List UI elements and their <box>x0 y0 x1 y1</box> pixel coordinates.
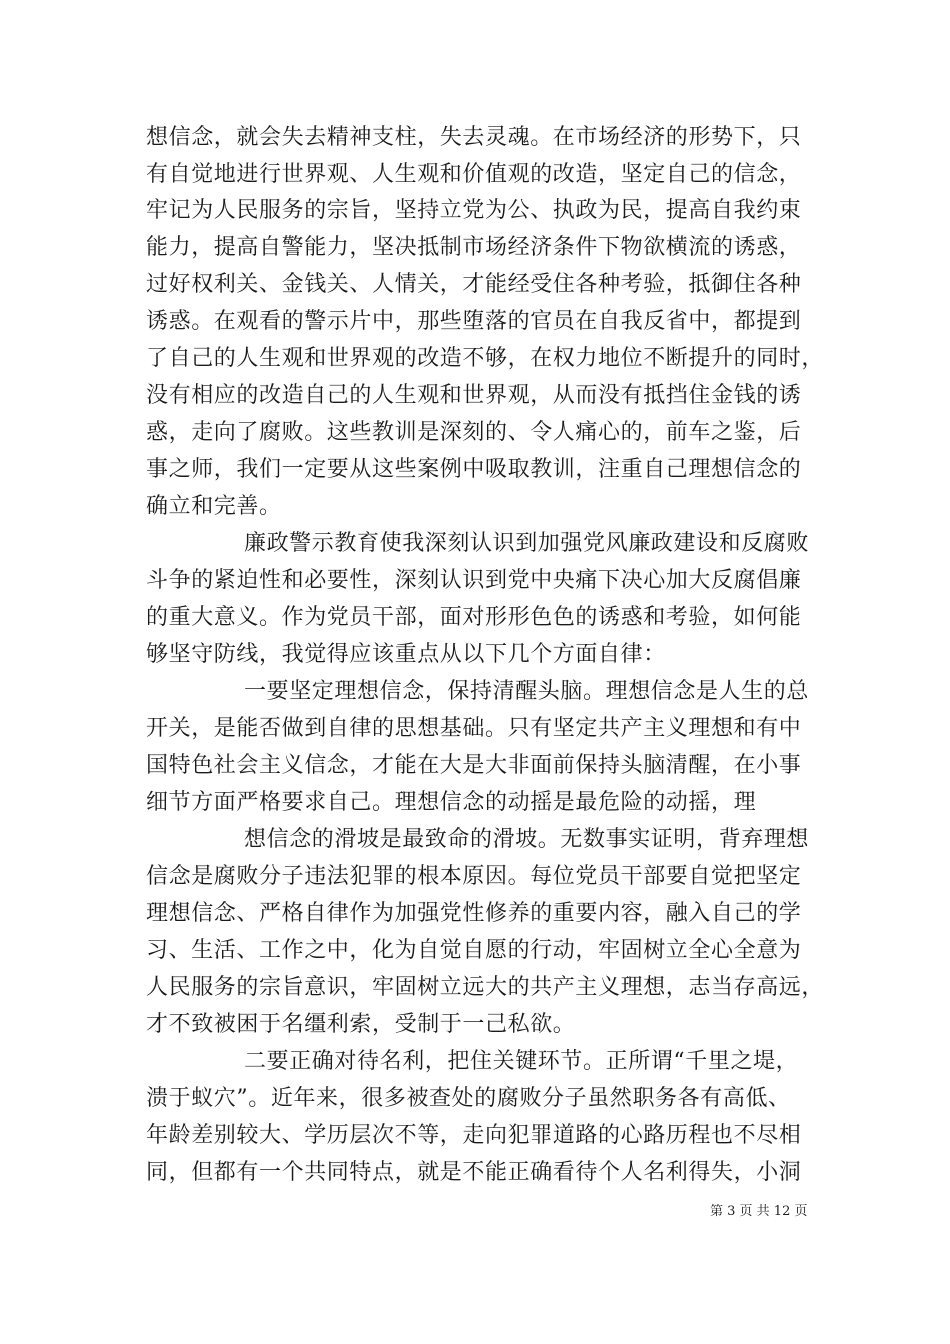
text-line: 信念是腐败分子违法犯罪的根本原因。每位党员干部要自觉把坚定 <box>146 864 802 889</box>
paragraph-first-line: 廉政警示教育使我深刻认识到加强党风廉政建设和反腐败 <box>244 531 810 556</box>
text-line: 诱惑。在观看的警示片中，那些堕落的官员在自我反省中，都提到 <box>146 309 802 334</box>
text-line: 惑，走向了腐败。这些教训是深刻的、令人痛心的，前车之鉴，后 <box>146 420 802 445</box>
page-number: 第 3 页 共 12 页 <box>710 1204 808 1219</box>
text-line: 有自觉地进行世界观、人生观和价值观的改造，坚定自己的信念， <box>146 162 802 187</box>
text-line: 人民服务的宗旨意识，牢固树立远大的共产主义理想，志当存高远， <box>146 975 825 1000</box>
text-line: 斗争的紧迫性和必要性，深刻认识到党中央痛下决心加大反腐倡廉 <box>146 568 802 593</box>
text-line: 想信念，就会失去精神支柱，失去灵魂。在市场经济的形势下，只 <box>146 125 802 150</box>
text-line: 习、生活、工作之中，化为自觉自愿的行动，牢固树立全心全意为 <box>146 938 802 963</box>
text-line: 够坚守防线，我觉得应该重点从以下几个方面自律： <box>146 642 666 667</box>
text-line: 的重大意义。作为党员干部，面对形形色色的诱惑和考验，如何能 <box>146 605 802 630</box>
text-line: 理想信念、严格自律作为加强党性修养的重要内容，融入自己的学 <box>146 901 802 926</box>
text-line: 同，但都有一个共同特点，就是不能正确看待个人名利得失，小洞 <box>146 1160 802 1185</box>
text-line: 开关，是能否做到自律的思想基础。只有坚定共产主义理想和有中 <box>146 716 802 741</box>
text-line: 事之师，我们一定要从这些案例中吸取教训，注重自己理想信念的 <box>146 457 802 482</box>
text-line: 年龄差别较大、学历层次不等，走向犯罪道路的心路历程也不尽相 <box>146 1123 802 1148</box>
text-line: 才不致被困于名缰利索，受制于一己私欲。 <box>146 1012 576 1037</box>
paragraph-first-line: 二要正确对待名利，把住关键环节。正所谓“千里之堤， <box>244 1049 799 1074</box>
paragraph-first-line: 想信念的滑坡是最致命的滑坡。无数事实证明，背弃理想 <box>244 827 810 852</box>
text-line: 牢记为人民服务的宗旨，坚持立党为公、执政为民，提高自我约束 <box>146 198 802 223</box>
text-line: 确立和完善。 <box>146 494 282 519</box>
text-line: 没有相应的改造自己的人生观和世界观，从而没有抵挡住金钱的诱 <box>146 383 802 408</box>
text-line: 溃于蚁穴”。近年来，很多被查处的腐败分子虽然职务各有高低、 <box>146 1086 791 1111</box>
text-line: 细节方面严格要求自己。理想信念的动摇是最危险的动摇，理 <box>146 790 757 815</box>
text-line: 能力，提高自警能力，坚决抵制市场经济条件下物欲横流的诱惑， <box>146 235 802 260</box>
paragraph-first-line: 一要坚定理想信念，保持清醒头脑。理想信念是人生的总 <box>244 679 810 704</box>
text-line: 国特色社会主义信念，才能在大是大非面前保持头脑清醒，在小事 <box>146 753 802 778</box>
text-line: 了自己的人生观和世界观的改造不够，在权力地位不断提升的同时， <box>146 346 825 371</box>
text-line: 过好权利关、金钱关、人情关，才能经受住各种考验，抵御住各种 <box>146 272 802 297</box>
